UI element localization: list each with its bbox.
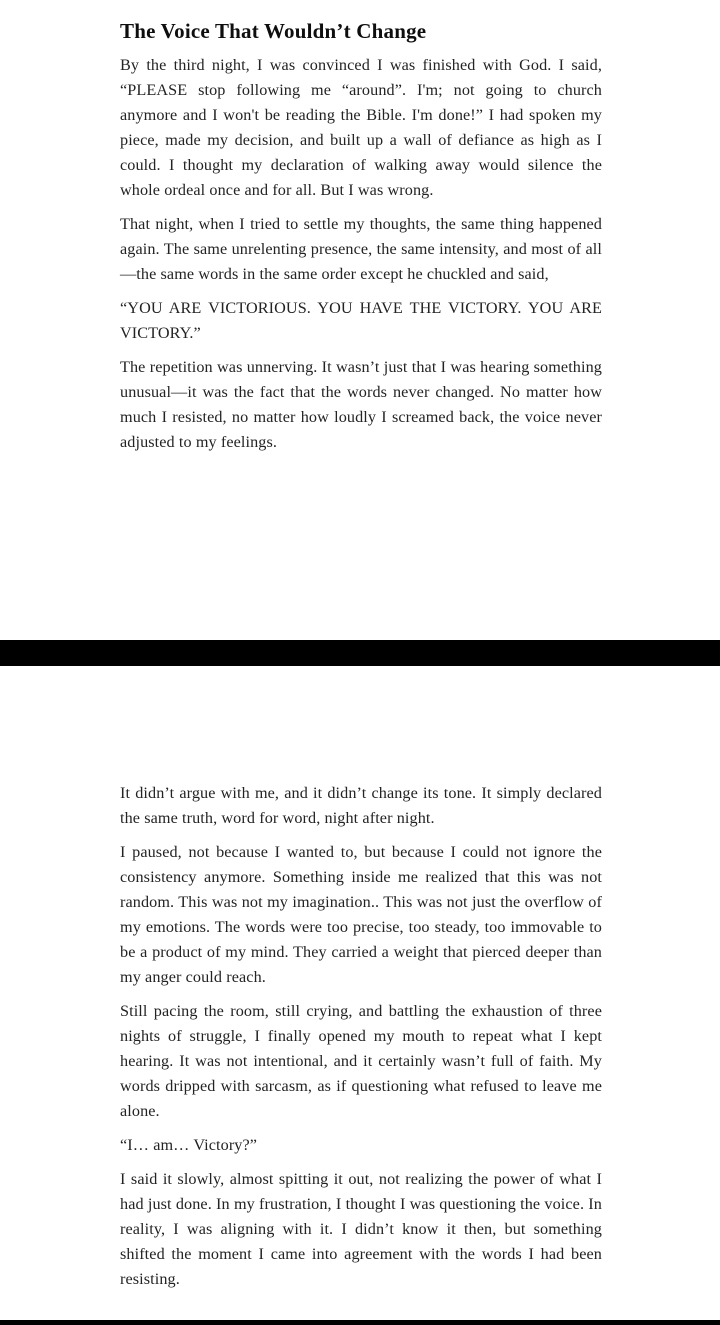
paragraph: It didn’t argue with me, and it didn’t change its tone. It simply declared the same truth, word for word, night after night. (120, 784, 602, 827)
page-divider (0, 640, 720, 666)
chapter-title: The Voice That Wouldn’t Change (120, 19, 427, 43)
page-2 (120, 781, 602, 1292)
paragraph: That night, when I tried to settle my thoughts, the same thing happened again. The same unrelenting presence, the same intensity, and most of all—the same words in the same order except he chuckled and said, (120, 215, 602, 283)
paragraph: Still pacing the room, still crying, and battling the exhaustion of three nights of struggle, I finally opened my mouth to repeat what I kept hearing. It was not intentional, and it certainly wasn’t full of faith. My words dripped with sarcasm, as if questioning what refused to leave me alone. (120, 1002, 602, 1120)
paragraph: “I… am… Victory?” (120, 1136, 258, 1154)
page-1 (120, 18, 602, 455)
bottom-page-edge (0, 1320, 720, 1325)
paragraph: The repetition was unnerving. It wasn’t just that I was hearing something unusual—it was the fact that the words never changed. No matter how much I resisted, no matter how loudly I screamed back, the voice never adjusted to my feelings. (120, 358, 602, 451)
paragraph: I said it slowly, almost spitting it out, not realizing the power of what I had just done. In my frustration, I thought I was questioning the voice. In reality, I was aligning with it. I didn’t know it then, but something shifted the moment I came into agreement with the words I had been resisting. (120, 1170, 602, 1288)
paragraph: I paused, not because I wanted to, but because I could not ignore the consistency anymore. Something inside me realized that this was not random. This was not my imagination.. This was not just the overflow of my emotions. The words were too precise, too steady, too immovable to be a product of my mind. They carried a weight that pierced deeper than my anger could reach. (120, 843, 602, 986)
paragraph: By the third night, I was convinced I was finished with God. I said, “PLEASE stop following me “around”. I'm; not going to church anymore and I won't be reading the Bible. I'm done!” I had spoken my piece, made my decision, and built up a wall of defiance as high as I could. I thought my declaration of walking away would silence the whole ordeal once and for all. But I was wrong. (120, 56, 602, 199)
paragraph: “YOU ARE VICTORIOUS. YOU HAVE THE VICTORY. YOU ARE VICTORY.” (120, 299, 602, 342)
